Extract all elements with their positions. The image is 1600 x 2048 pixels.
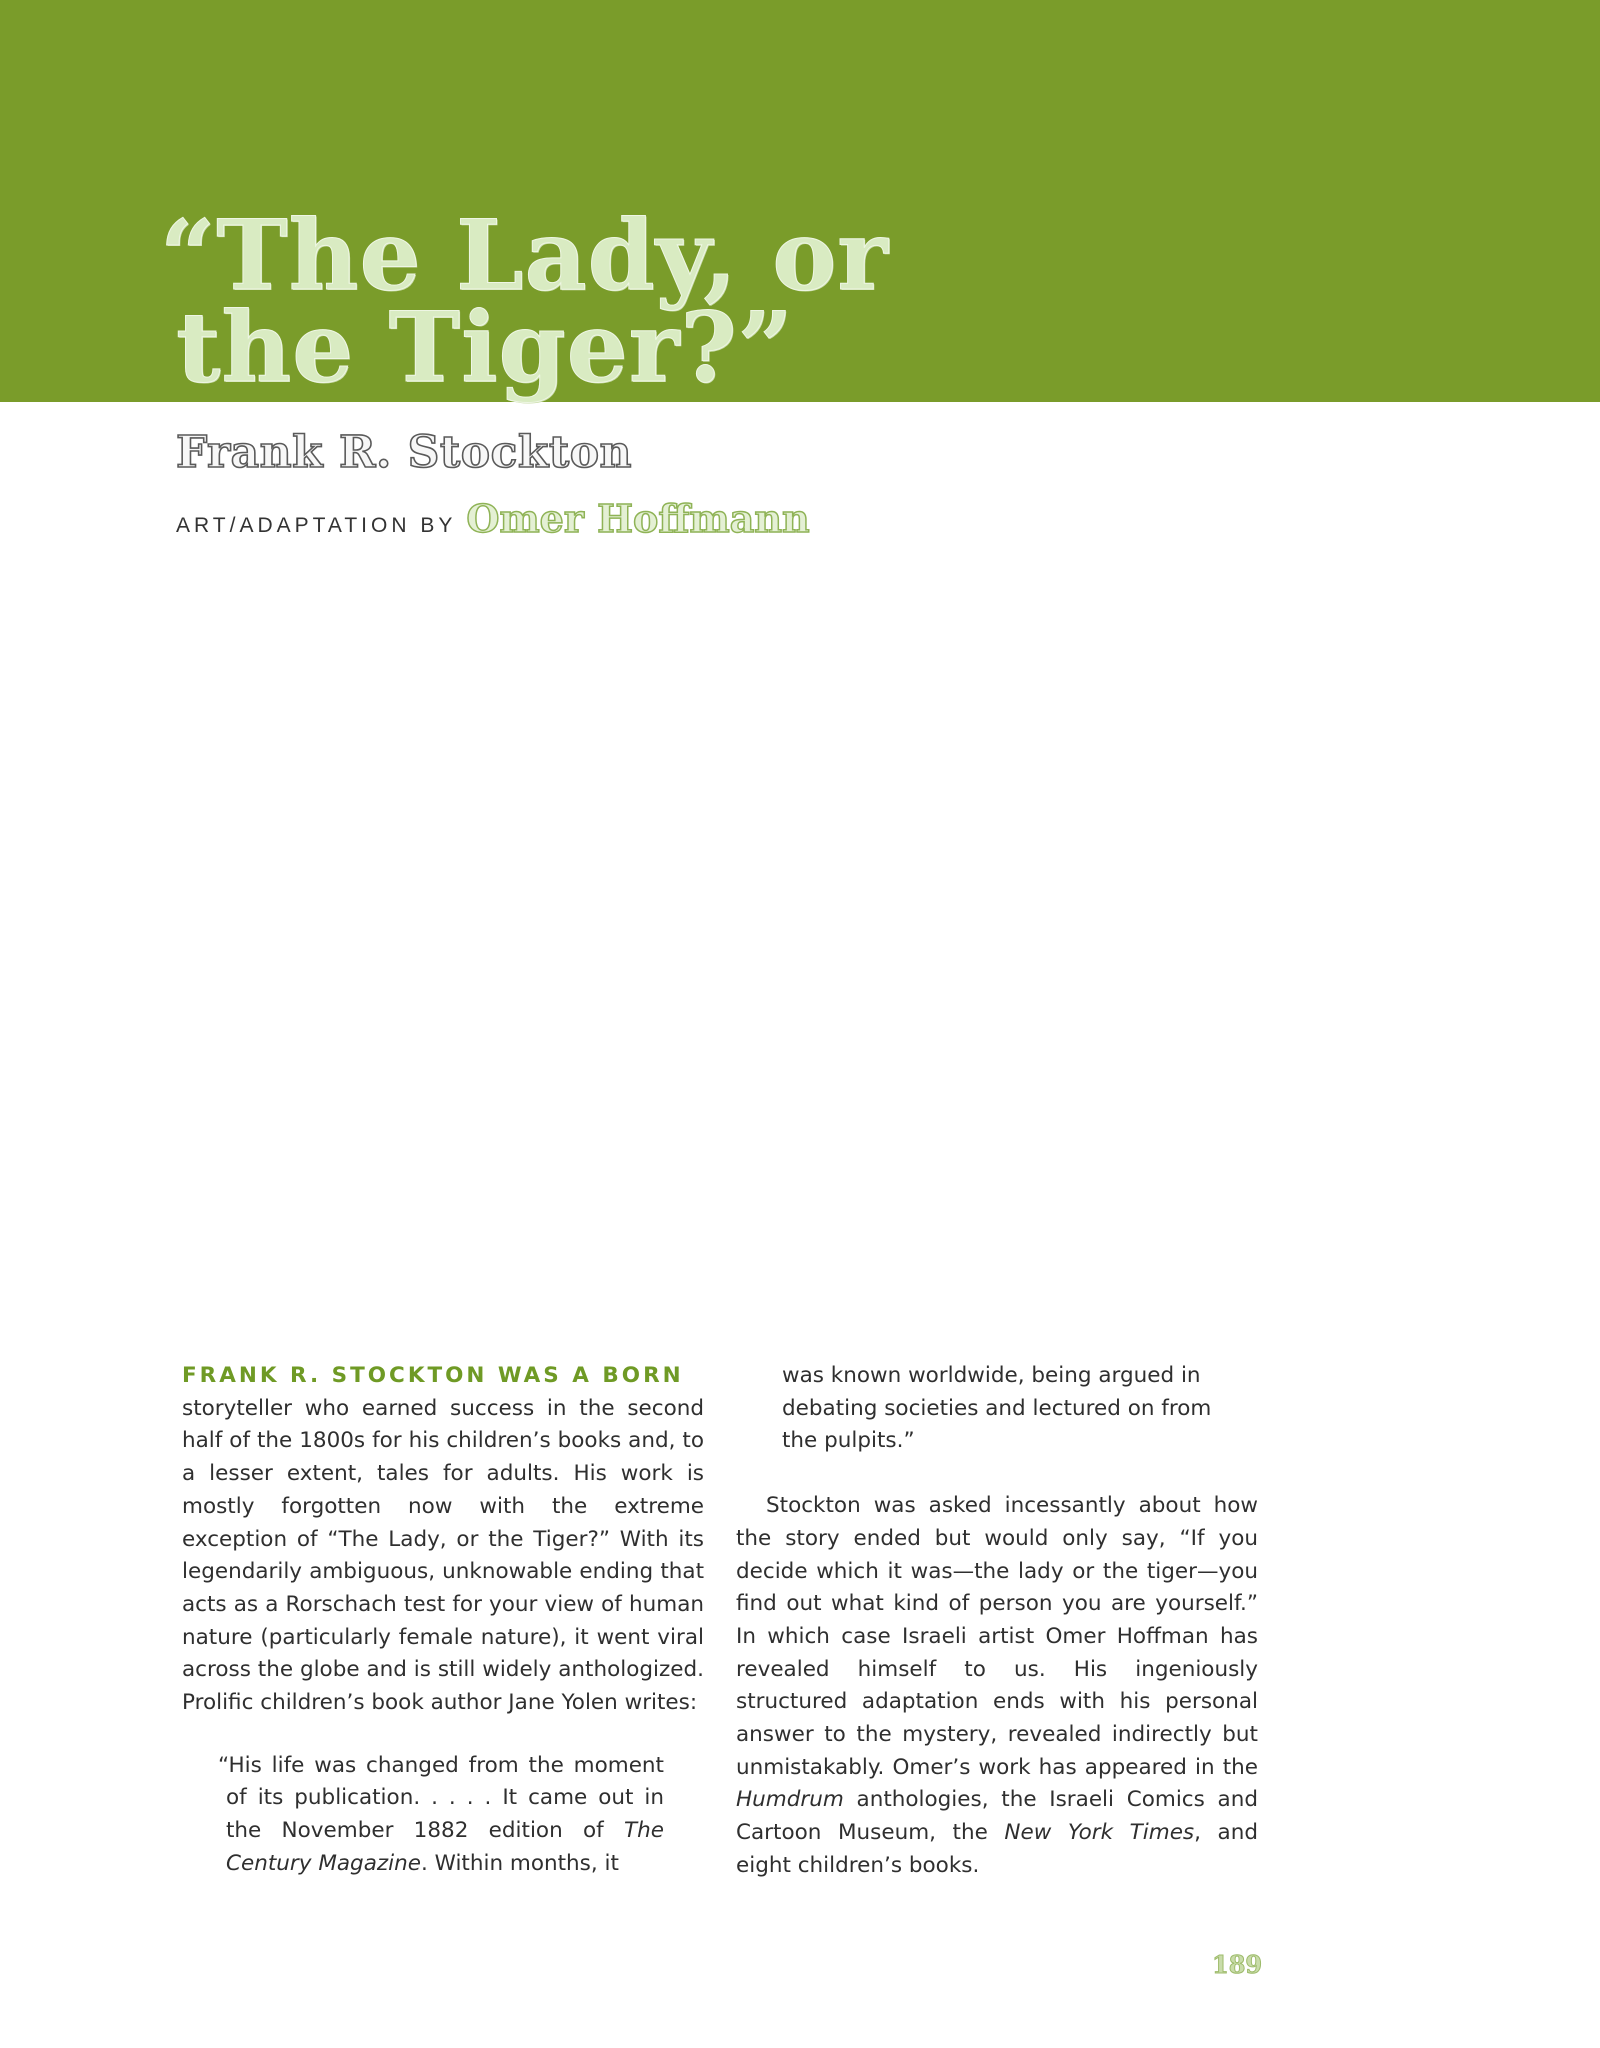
blockquote-continued: was known worldwide, being argued in debating societies and lectured on from the pulpits.”	[782, 1363, 1212, 1454]
page-number: 189	[1212, 1950, 1263, 1979]
right-column	[736, 1360, 1258, 1883]
credit-name: Omer Hoffmann	[466, 496, 810, 541]
credit-label: ART/ADAPTATION BY	[176, 514, 457, 537]
story-title-line1: “The Lady, or	[160, 199, 889, 312]
quote-magazine-title: The Century Magazine	[226, 1818, 664, 1876]
para2-text-c: , and eight children’s books.	[736, 1820, 1258, 1878]
intro-lead	[182, 1360, 704, 1393]
blockquote-start	[218, 1750, 664, 1881]
story-title-line2: the Tiger?”	[176, 291, 794, 404]
quote-text-a: “His life was changed from the moment of its publication. . . . . It came out in the November 1882 edition of	[218, 1752, 664, 1844]
story-title	[160, 199, 889, 404]
para2-nyt: New York Times	[1004, 1820, 1195, 1846]
intro-paragraph: storyteller who earned success in the second half of the 1800s for his children’s books and, to a lesser extent, tales for adults. His work is mostly forgotten now with the extreme exception of “The Lady, or the Tiger?” With its legendarily ambiguous, unknowable ending that acts as a Rorschach test for your view of human nature (particularly female nature), it went viral across the globe and is still widely anthologized. Prolific children’s book author Jane Yolen writes:	[182, 1395, 704, 1716]
quote-text-b: . Within months, it	[420, 1850, 619, 1876]
second-paragraph	[736, 1490, 1258, 1882]
lead-caps: FRANK R. STOCKTON WAS A BORN	[182, 1363, 684, 1388]
left-column	[182, 1360, 704, 1881]
adaptation-credit	[176, 496, 810, 548]
para2-text-b: anthologies, the Israeli Comics and Cartoon Museum, the	[736, 1787, 1258, 1846]
para2-humdrum: Humdrum	[736, 1787, 844, 1813]
para2-text-a: Stockton was asked incessantly about how the story ended but would only say, “If you decide which it was—the lady or the tiger—you find out what kind of person you are yourself.” In which case Israeli artist Omer Hoffman has revealed himself to us. His ingeniously structured adaptation ends with his personal answer to the mystery, revealed indirectly but unmistakably. Omer’s work has appeared in the	[736, 1493, 1258, 1780]
author-name: Frank R. Stockton	[176, 427, 633, 478]
